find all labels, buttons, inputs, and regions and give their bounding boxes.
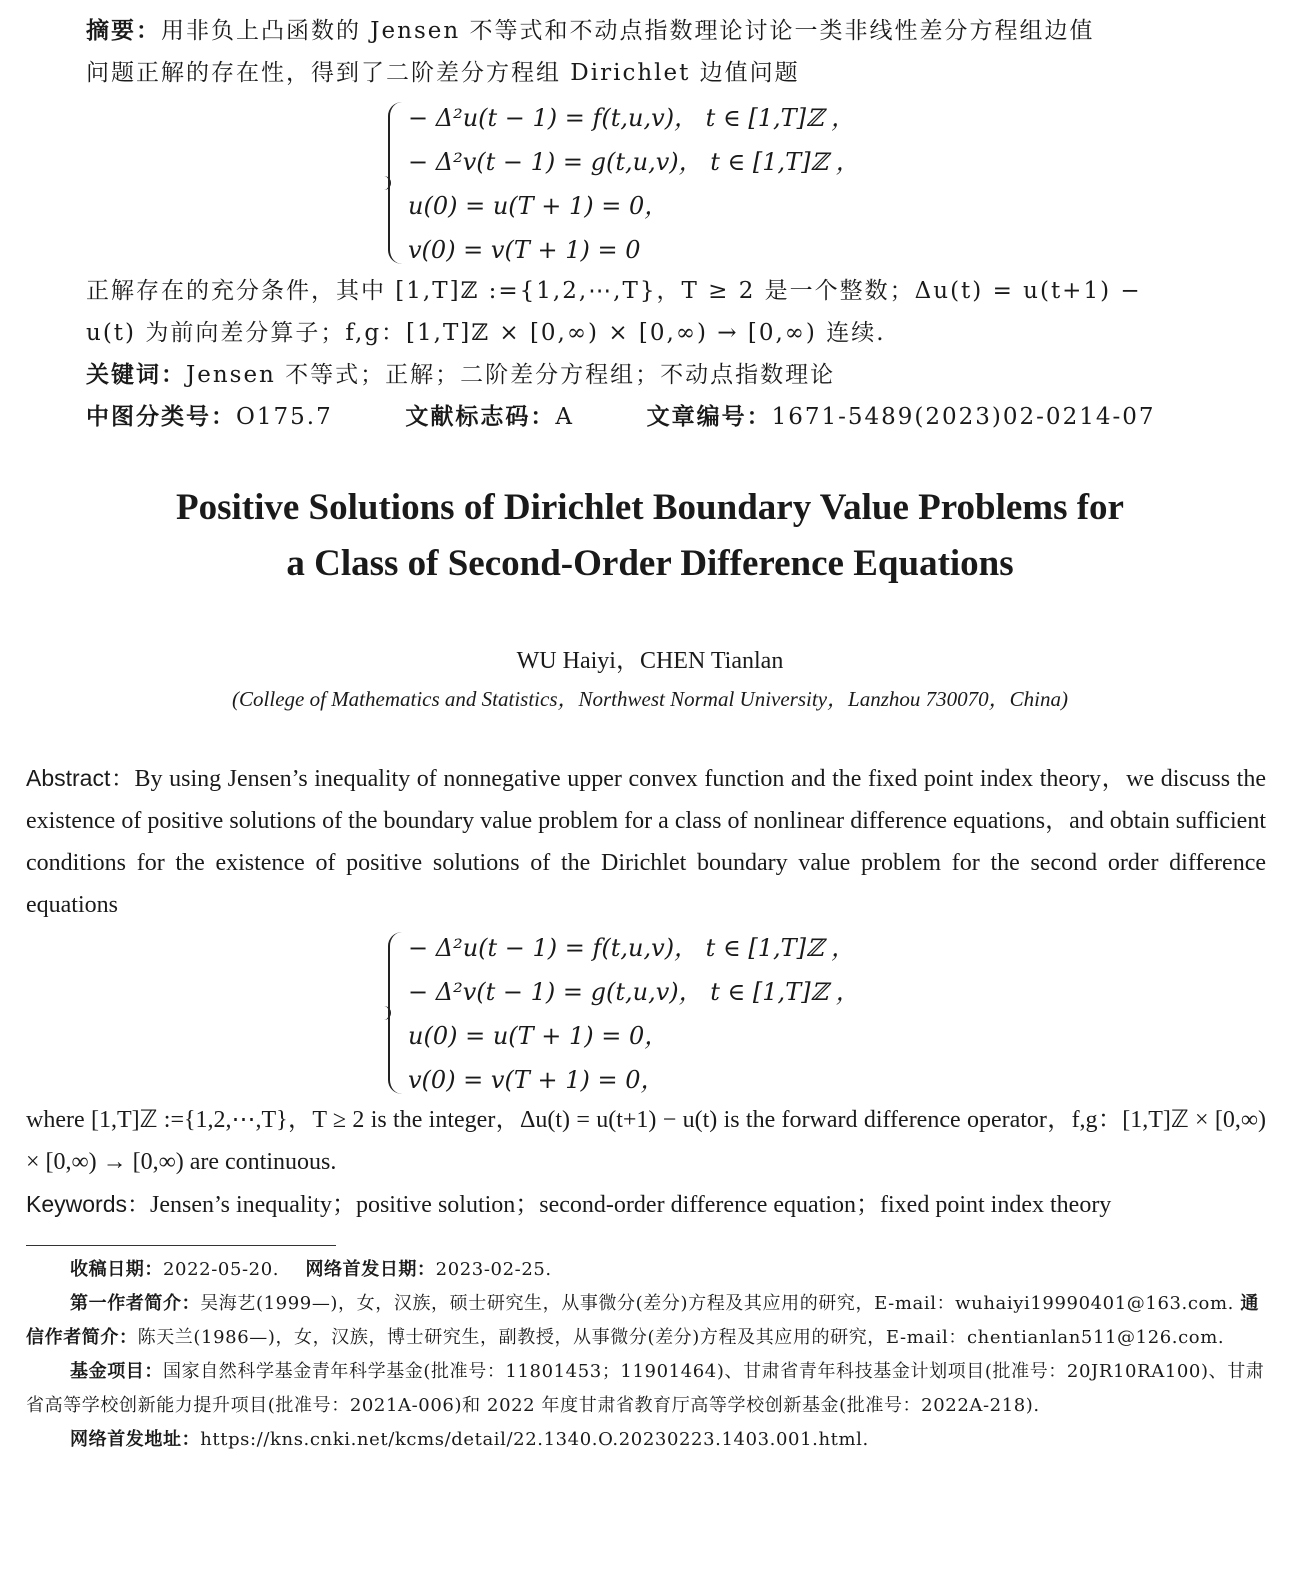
abstract-en-after: where [1,T]ℤ :={1,2,⋯,T}，T ≥ 2 is the integer，Δu(t) = u(t+1) − u(t) is the forward difference operator，f,g：[1,T]ℤ × [0,∞) × [0,∞) → [0,∞) are continuous. [26, 1107, 1266, 1175]
footnote-rule [26, 1245, 336, 1246]
equation-line: − Δ²v(t − 1) = g(t,u,v)， t ∈ [1,T]ℤ ， [408, 148, 860, 176]
left-brace [388, 102, 404, 264]
first-author-info: 吴海艺(1999—)，女，汉族，硕士研究生，从事微分(差分)方程及其应用的研究，E-mail：wuhaiyi19990401@163.com. [200, 1293, 1234, 1314]
article-number-label: 文章编号： [646, 404, 772, 430]
abstract-en-continued [26, 1099, 1266, 1226]
online-url[interactable]: https://kns.cnki.net/kcms/detail/22.1340.O.20230223.1403.001.html. [200, 1429, 869, 1450]
article-number-value: 1671-5489(2023)02-0214-07 [771, 404, 1156, 430]
equation-line: v(0) = v(T + 1) = 0， [408, 1066, 665, 1094]
equation-line: − Δ²u(t − 1) = f(t,u,v)， t ∈ [1,T]ℤ ， [408, 934, 856, 962]
equation-line: − Δ²u(t − 1) = f(t,u,v)， t ∈ [1,T]ℤ ， [408, 104, 856, 132]
title-line-1: Positive Solutions of Dirichlet Boundary Value Problems for [176, 487, 1124, 528]
footnotes [26, 1253, 1266, 1457]
keywords-cn-label: 关键词： [86, 362, 186, 388]
online-date: 2023-02-25. [435, 1259, 552, 1280]
fund-info: 国家自然科学基金青年科学基金(批准号：11801453；11901464)、甘肃省青年科技基金计划项目(批准号：20JR10RA100)、甘肃省高等学校创新能力提升项目(批准号：2021A-006)和 2022 年度甘肃省教育厅高等学校创新基金(批准号：2022A-218). [26, 1361, 1265, 1416]
first-author-label: 第一作者简介： [70, 1293, 201, 1314]
doc-code-value: A [555, 404, 574, 430]
keywords-en-label: Keywords： [26, 1191, 150, 1217]
abstract-cn-continued [86, 270, 1266, 438]
url-label: 网络首发地址： [70, 1429, 201, 1450]
abstract-cn-line1: 用非负上凸函数的 Jensen 不等式和不动点指数理论讨论一类非线性差分方程组边值 [161, 18, 1095, 44]
abstract-cn-label: 摘要： [86, 18, 161, 44]
abstract-en-text: By using Jensen’s inequality of nonnegative upper convex function and the fixed point index theory，we discuss the existence of positive solutions of the boundary value problem for a class of nonlinear difference equations，and obtain sufficient conditions for the existence of positive solutions of the Dirichlet boundary value problem for the second order difference equations [26, 766, 1266, 918]
online-label: 网络首发日期： [305, 1259, 436, 1280]
corr-author-info: 陈天兰(1986—)，女，汉族，博士研究生，副教授，从事微分(差分)方程及其应用的研究，E-mail：chentianlan511@126.com. [137, 1327, 1225, 1348]
title-line-2: a Class of Second-Order Difference Equations [286, 543, 1014, 584]
equation-line: − Δ²v(t − 1) = g(t,u,v)， t ∈ [1,T]ℤ ， [408, 978, 860, 1006]
abstract-cn-after2: u(t) 为前向差分算子；f,g：[1,T]ℤ × [0,∞) × [0,∞) → [0,∞) 连续. [86, 320, 886, 346]
affiliation-en: (College of Mathematics and Statistics，Northwest Normal University，Lanzhou 730070，China) [232, 687, 1068, 711]
equation-line: v(0) = v(T + 1) = 0 [408, 236, 641, 264]
clc-label: 中图分类号： [86, 404, 236, 430]
abstract-cn-line2: 问题正解的存在性，得到了二阶差分方程组 Dirichlet 边值问题 [86, 60, 800, 86]
clc-value: O175.7 [236, 404, 333, 430]
received-date: 2022-05-20. [163, 1259, 280, 1280]
abstract-cn-after1: 正解存在的充分条件，其中 [1,T]ℤ :={1,2,⋯,T}，T ≥ 2 是一个整数；Δu(t) = u(t+1) − [86, 278, 1142, 304]
doc-code-label: 文献标志码： [405, 404, 556, 430]
left-brace [388, 932, 404, 1094]
authors-en: WU Haiyi，CHEN Tianlan [516, 648, 784, 674]
paper-title-en [40, 480, 1260, 592]
equation-line: u(0) = u(T + 1) = 0， [408, 192, 669, 220]
equation-system-cn [388, 96, 948, 272]
abstract-cn [86, 10, 1266, 94]
received-label: 收稿日期： [70, 1259, 163, 1280]
equation-line: u(0) = u(T + 1) = 0， [408, 1022, 669, 1050]
fund-label: 基金项目： [70, 1361, 163, 1382]
keywords-en-text: Jensen’s inequality；positive solution；second-order difference equation；fixed point index theory [149, 1192, 1112, 1218]
abstract-en-label: Abstract： [26, 765, 135, 791]
corr-author-label: 通信作者简介： [26, 1293, 1259, 1348]
abstract-en [26, 757, 1266, 926]
equation-system-en [388, 926, 948, 1102]
keywords-cn-text: Jensen 不等式；正解；二阶差分方程组；不动点指数理论 [186, 362, 836, 388]
